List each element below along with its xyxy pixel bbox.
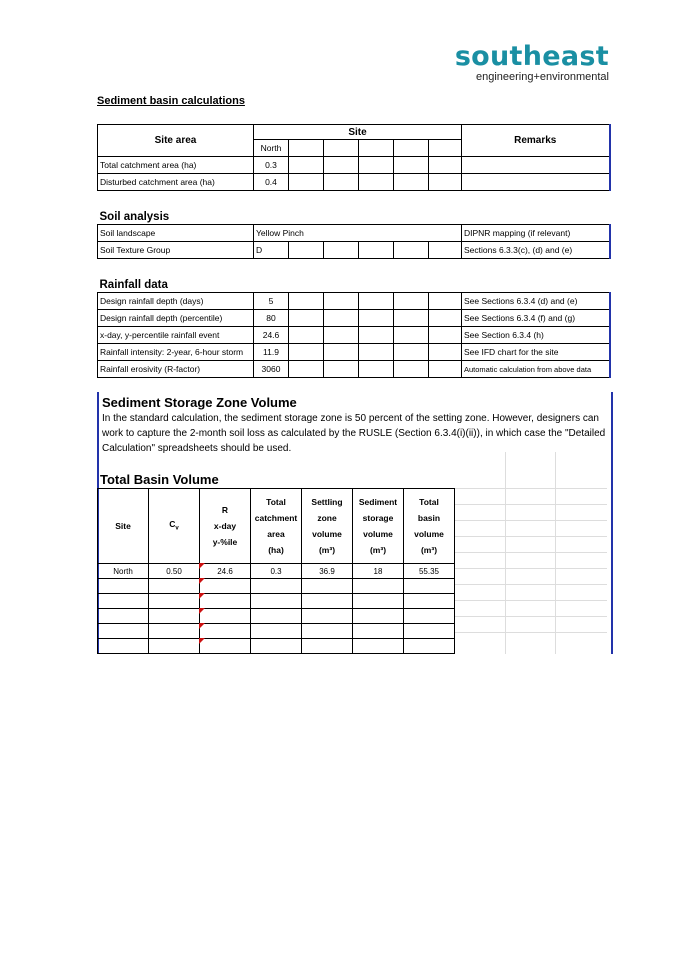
site-area-header: Site area [98, 125, 254, 157]
table-row [98, 579, 455, 594]
row-value: 3060 [254, 361, 289, 378]
comment-flag-icon [199, 593, 205, 599]
cell-r: 24.6 [200, 564, 251, 579]
table-row [98, 594, 455, 609]
row-remark: See Sections 6.3.4 (f) and (g) [462, 310, 610, 327]
row-remark: See Sections 6.3.4 (d) and (e) [462, 293, 610, 310]
row-value: D [254, 242, 289, 259]
table-row [98, 624, 455, 639]
cell-site: North [98, 564, 149, 579]
table-row [98, 609, 455, 624]
comment-flag-icon [199, 638, 205, 644]
col-header-sediment: Sediment storage volume (m³) [353, 489, 404, 564]
row-label: Rainfall erosivity (R-factor) [98, 361, 254, 378]
row-remark: Sections 6.3.3(c), (d) and (e) [462, 242, 610, 259]
col-header-catchment: Total catchment area (ha) [251, 489, 302, 564]
storage-zone-heading: Sediment Storage Zone Volume [102, 395, 297, 410]
row-remark: DIPNR mapping (if relevant) [462, 225, 610, 242]
comment-flag-icon [199, 563, 205, 569]
soil-analysis-heading: Soil analysis [98, 207, 610, 225]
row-label: Soil Texture Group [98, 242, 254, 259]
logo-brand: southeast [454, 41, 609, 72]
col-header-total: Total basin volume (m³) [404, 489, 455, 564]
site-header: Site [254, 125, 462, 140]
col-header-settling: Settling zone volume (m³) [302, 489, 353, 564]
cell-cv: 0.50 [149, 564, 200, 579]
row-value: Yellow Pinch [254, 225, 462, 242]
total-basin-heading: Total Basin Volume [100, 472, 219, 487]
logo-tagline: engineering+environmental [475, 71, 609, 83]
row-value: 0.3 [254, 157, 289, 174]
cell-total: 55.35 [404, 564, 455, 579]
site-data-table [97, 124, 611, 378]
table-row [98, 639, 455, 654]
col-header-cv: $C_v$ [149, 489, 200, 564]
row-remark: See Section 6.3.4 (h) [462, 327, 610, 344]
rainfall-data-heading: Rainfall data [98, 275, 610, 293]
cell-catchment: 0.3 [251, 564, 302, 579]
storage-zone-text: In the standard calculation, the sediment storage zone is 50 percent of the setting zone. However, designers can work to capture the 2-month soil loss as calculated by the RUSLE (Section 6.3.4(i)(ii)), in which case the "Detailed Calculation" spreadsheets should be used. [102, 413, 606, 454]
row-label: Rainfall intensity: 2-year, 6-hour storm [98, 344, 254, 361]
spreadsheet-gridlines [455, 470, 607, 654]
table-row [98, 564, 455, 579]
row-label: Design rainfall depth (days) [98, 293, 254, 310]
comment-flag-icon [199, 608, 205, 614]
row-remark: See IFD chart for the site [462, 344, 610, 361]
basin-volume-table [97, 488, 455, 654]
row-value: 11.9 [254, 344, 289, 361]
col-header-site: Site [98, 489, 149, 564]
row-value: 0.4 [254, 174, 289, 191]
remarks-header: Remarks [462, 125, 610, 157]
row-value: 5 [254, 293, 289, 310]
row-label: Design rainfall depth (percentile) [98, 310, 254, 327]
page-title: Sediment basin calculations [97, 95, 245, 107]
row-label: x-day, y-percentile rainfall event [98, 327, 254, 344]
cell-sediment: 18 [353, 564, 404, 579]
cell-settling: 36.9 [302, 564, 353, 579]
row-remark: Automatic calculation from above data [462, 361, 610, 378]
comment-flag-icon [199, 623, 205, 629]
row-label: Disturbed catchment area (ha) [98, 174, 254, 191]
row-value: 80 [254, 310, 289, 327]
row-value: 24.6 [254, 327, 289, 344]
row-label: Soil landscape [98, 225, 254, 242]
company-logo [454, 41, 609, 84]
col-header-r: R x-day y-%ile [200, 489, 251, 564]
comment-flag-icon [199, 578, 205, 584]
site-name-cell: North [254, 140, 289, 157]
row-label: Total catchment area (ha) [98, 157, 254, 174]
